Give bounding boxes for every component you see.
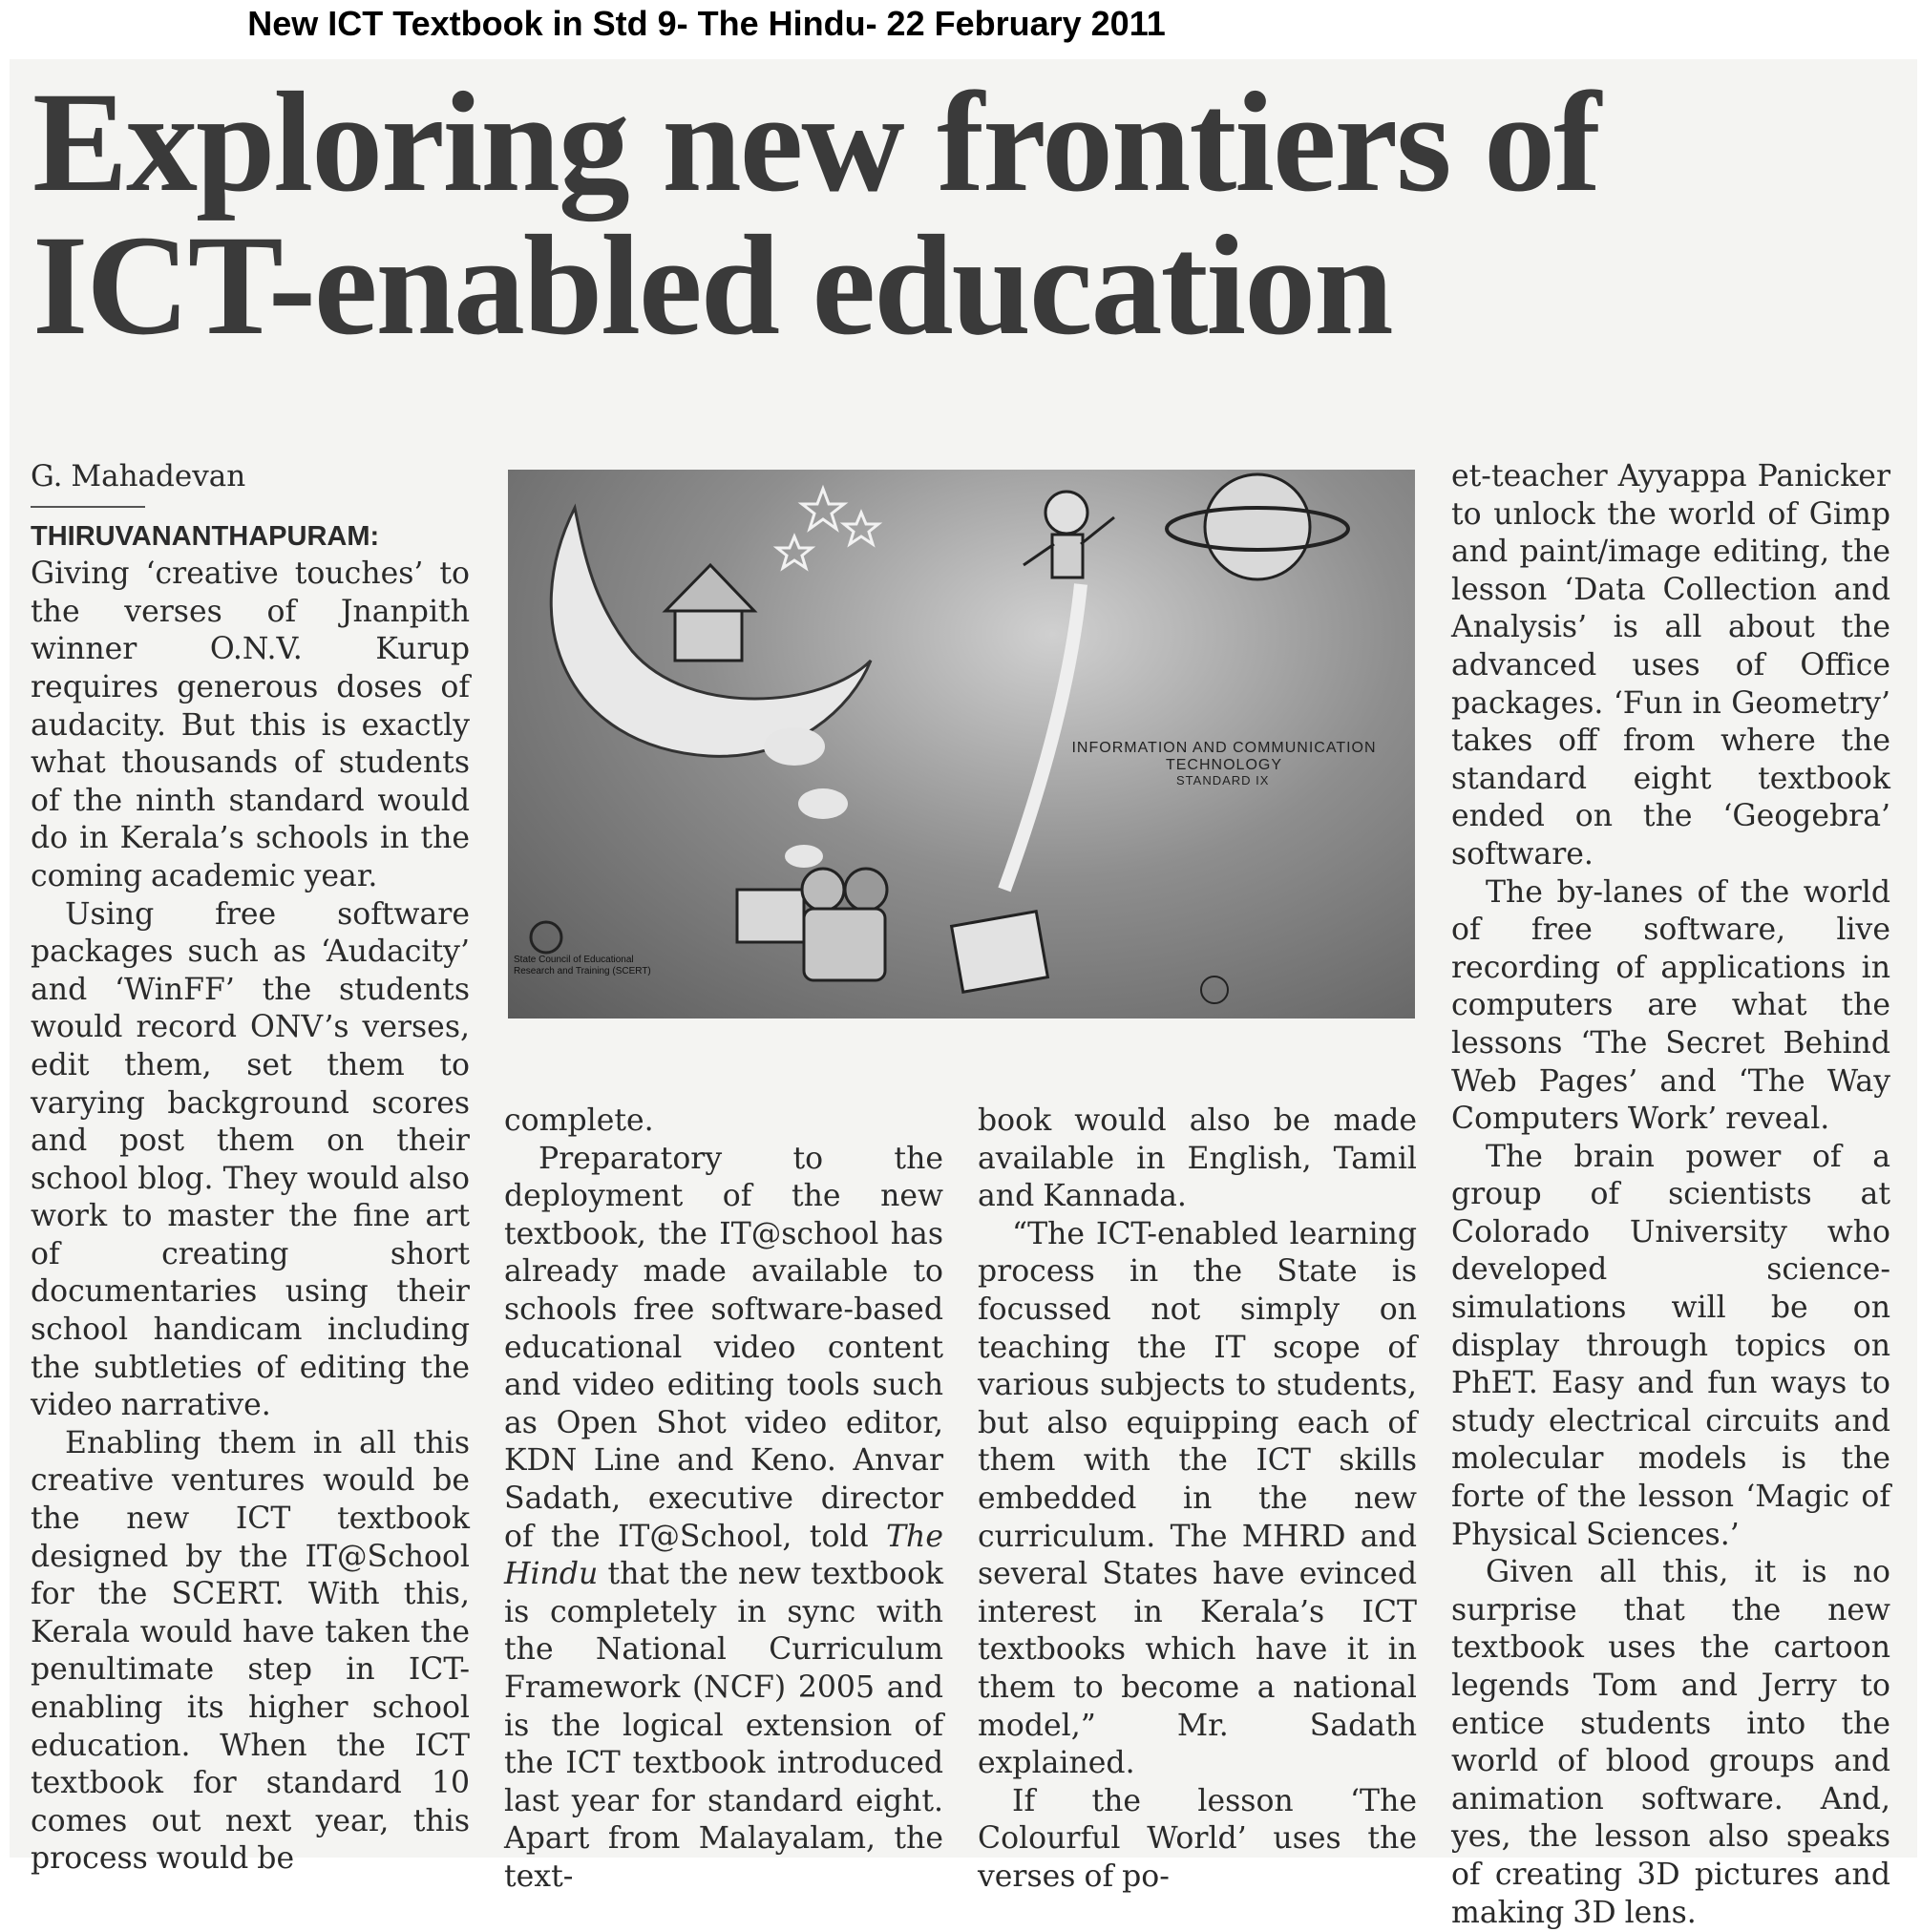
cover-standard: STANDARD IX xyxy=(1176,773,1270,788)
paragraph xyxy=(504,1141,943,1897)
scert-emblem-icon xyxy=(531,922,561,953)
paragraph: et-teacher Ayyappa Panicker to unlock the world of Gimp and paint/image editing, the lesson ‘Data Collection and Analysis’ is all about the advanced uses of Office packages. ‘Fun in Geometry’ takes off from where the standard eight textbook ended on the ‘Geogebra’ software. xyxy=(1451,459,1890,872)
paragraph-text: Preparatory to the deployment of the new textbook, the IT@school has already made available to schools free software-based educational video content and video editing tools such as Open Shot video editor, KDN Line and Keno. Anvar Sadath, executive director of the IT@School, told xyxy=(504,1141,943,1554)
cover-title: INFORMATION AND COMMUNICATION TECHNOLOGY xyxy=(1071,740,1377,773)
textbook-cover-illustration xyxy=(508,470,1415,1018)
dateline: THIRUVANANTHAPURAM: xyxy=(31,520,380,552)
page-caption: New ICT Textbook in Std 9- The Hindu- 22 February 2011 xyxy=(247,4,1166,43)
paragraph: The brain power of a group of scientists at Colorado University who developed science-simulations will be on display through topics on PhET. Easy and fun ways to study electrical circuits and molecular models is the forte of the lesson ‘Magic of Physical Sciences.’ xyxy=(1451,1139,1890,1552)
seal-icon xyxy=(1201,976,1228,1003)
byline: G. Mahadevan xyxy=(31,459,246,494)
boy-on-pole-icon xyxy=(1004,492,1114,890)
article-column-4 xyxy=(1451,458,1890,1932)
byline-rule xyxy=(31,506,145,508)
newspaper-name: The Hindu xyxy=(504,1519,943,1592)
paragraph: Enabling them in all this creative ventures would be the new ICT textbook designed by the IT@School for the SCERT. With this, Kerala would have taken the penultimate step in ICT-enabling its higher school education. When the ICT textbook for standard 10 comes out next year, this process would be xyxy=(31,1425,470,1877)
paragraph: Using free software packages such as ‘Audacity’ and ‘WinFF’ the students would record ONV’s verses, edit them, set them to varying background scores and post them on their school blog. They would also work to master the fine art of creating short documentaries using their school handicam including the subtleties of editing the video narrative. xyxy=(31,896,470,1423)
stars-icon xyxy=(777,489,878,568)
paragraph: If the lesson ‘The Colourful World’ uses the verses of po- xyxy=(978,1783,1417,1894)
ringed-planet-icon xyxy=(1167,474,1348,579)
children-at-computer-icon xyxy=(737,869,887,980)
paragraph: complete. xyxy=(504,1103,654,1138)
paragraph: The by-lanes of the world of free software, live recording of applications in computers are what the lessons ‘The Secret Behind Web Pages’ and ‘The Way Computers Work’ reveal. xyxy=(1451,874,1890,1137)
article-column-3 xyxy=(978,1102,1417,1896)
paragraph: Given all this, it is no surprise that the new textbook uses the cartoon legends Tom and Jerry to entice students into the world of blood groups and animation software. And, yes, the lesson also speaks of creating 3D pictures and making 3D lens. xyxy=(1451,1555,1890,1930)
monitor-icon xyxy=(952,912,1048,993)
article-headline: Exploring new frontiers of ICT-enabled education xyxy=(32,63,1599,365)
paragraph-text: that the new textbook is completely in sync with the National Curriculum Framework (NCF) 2005 and is the logical extension of the ICT textbook introduced last year for standard eight. Apart from Malayalam, the text- xyxy=(504,1557,943,1894)
article-column-1 xyxy=(31,458,470,1879)
paragraph xyxy=(31,517,470,896)
paragraph-text: Giving ‘creative touches’ to the verses of Jnanpith winner O.N.V. Kurup requires generous doses of audacity. But this is exactly what thousands of students of the ninth standard would do in Kerala’s schools in the coming academic year. xyxy=(31,556,470,893)
publisher-credit: State Council of Educational Research and Training (SCERT) xyxy=(514,955,651,976)
paragraph: book would also be made available in English, Tamil and Kannada. xyxy=(978,1103,1417,1214)
house-icon xyxy=(665,565,754,661)
paragraph: “The ICT-enabled learning process in the State is focussed not simply on teaching the IT scope of various subjects to students, but also equipping each of them with the ICT skills embedded in the new curriculum. The MHRD and several States have evinced interest in Kerala’s ICT textbooks which have it in them to become a national model,” Mr. Sadath explained. xyxy=(978,1216,1417,1781)
article-column-2 xyxy=(504,1102,943,1896)
